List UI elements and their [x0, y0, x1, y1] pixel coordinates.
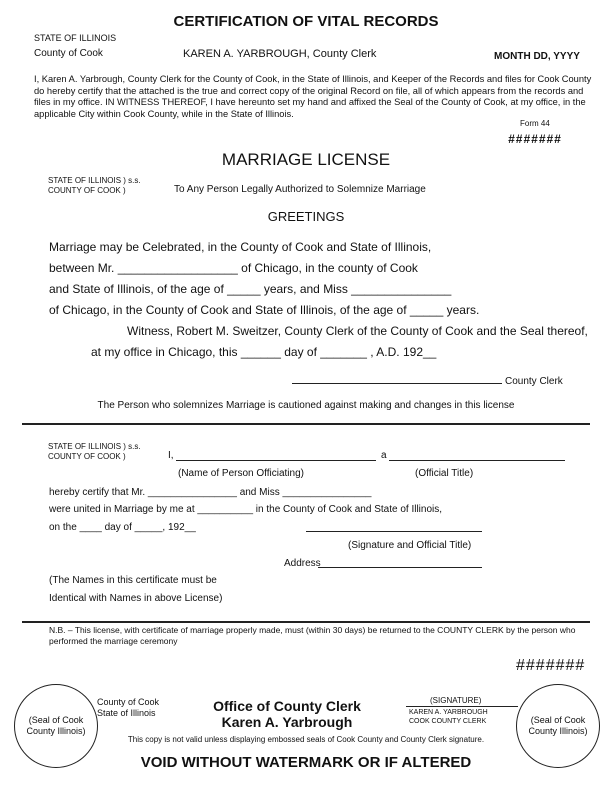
- seal-right-text: (Seal of Cook: [530, 715, 586, 725]
- certification-paragraph: [34, 74, 591, 120]
- license-line: Witness, Robert M. Sweitzer, County Clerk of the County of Cook and the Seal thereof,: [127, 324, 588, 338]
- county-of-cook-label: County of Cook: [97, 697, 160, 707]
- clerk-signature-rule: [406, 706, 518, 707]
- signature-caption: (Signature and Official Title): [348, 540, 472, 551]
- address-line: [318, 567, 482, 568]
- officiant-i-label: I,: [168, 450, 174, 461]
- officiant-caption: (Name of Person Officiating): [178, 468, 304, 479]
- certify-line: hereby certify that Mr. ________________ and Miss ________________: [49, 487, 372, 498]
- license-state-ss: STATE OF ILLINOIS ) s.s.: [48, 176, 141, 185]
- certification-line: I, Karen A. Yarbrough, County Clerk for the County of Cook, in the State of Illinois, and Keeper of the Records and files for Cook County: [34, 74, 592, 84]
- void-notice: VOID WITHOUT WATERMARK OR IF ALTERED: [140, 754, 472, 771]
- form-number: Form 44: [520, 119, 550, 128]
- address-label: Address: [284, 558, 321, 569]
- license-line: at my office in Chicago, this ______ day of _______ , A.D. 192__: [91, 345, 437, 359]
- license-title: MARRIAGE LICENSE: [221, 150, 391, 169]
- license-county-ss: COUNTY OF COOK ): [48, 186, 126, 195]
- seal-left-text: (Seal of Cook: [28, 715, 84, 725]
- document-title: CERTIFICATION OF VITAL RECORDS: [173, 13, 439, 30]
- section-divider: [22, 423, 590, 425]
- nb-note: N.B. – This license, with certificate of marriage properly made, must (within 30 days) be returned to the COUNTY CLERK by the person who: [49, 625, 576, 635]
- certification-line: files in my office. IN WITNESS THEREOF, I have hereunto set my hand and affixed the Seal of the County of Cook, at my office, in the: [34, 97, 586, 107]
- record-number: #######: [508, 132, 562, 146]
- license-line: Marriage may be Celebrated, in the County of Cook and State of Illinois,: [49, 240, 432, 254]
- greetings: GREETINGS: [267, 209, 345, 224]
- certificate-county-ss: COUNTY OF COOK ): [48, 452, 126, 461]
- officiant-a-label: a: [381, 450, 387, 461]
- license-line: between Mr. __________________ of Chicago, in the county of Cook: [49, 261, 418, 275]
- caution-text: The Person who solemnizes Marriage is cautioned against making and changes in this license: [97, 400, 515, 411]
- county-label: County of Cook: [34, 48, 103, 59]
- officiant-name-line: [176, 460, 376, 461]
- certification-line: applicable City within Cook County, while in the State of Illinois.: [34, 108, 294, 119]
- office-name: Karen A. Yarbrough: [221, 714, 353, 730]
- names-note: (The Names in this certificate must be: [49, 575, 217, 586]
- certificate-state-ss: STATE OF ILLINOIS ) s.s.: [48, 442, 141, 451]
- signer-name: KAREN A. YARBROUGH: [409, 709, 488, 716]
- record-number-footer: #######: [516, 657, 586, 674]
- section-divider: [22, 621, 590, 623]
- signer-title: COOK COUNTY CLERK: [409, 718, 487, 725]
- office-title: Office of County Clerk: [213, 698, 361, 714]
- license-addressee: To Any Person Legally Authorized to Solemnize Marriage: [174, 184, 426, 195]
- state-label: STATE OF ILLINOIS: [34, 33, 117, 43]
- clerk-name: KAREN A. YARBROUGH, County Clerk: [183, 48, 377, 60]
- official-title-line: [389, 460, 565, 461]
- issue-date: MONTH DD, YYYY: [494, 51, 580, 62]
- official-title-caption: (Official Title): [415, 468, 474, 479]
- clerk-signature-label: County Clerk: [505, 376, 563, 387]
- license-line: and State of Illinois, of the age of _____ years, and Miss _______________: [49, 282, 452, 296]
- united-line: were united in Marriage by me at __________ in the County of Cook and State of Illinois,: [49, 504, 443, 515]
- seal-notice: This copy is not valid unless displaying embossed seals of Cook County and County Clerk signature.: [127, 735, 485, 744]
- officiant-signature-line: [306, 531, 482, 532]
- clerk-signature-line: [292, 383, 502, 384]
- names-note: Identical with Names in above License): [49, 593, 223, 604]
- signature-label: (SIGNATURE): [430, 696, 482, 705]
- seal-right-text: County Illinois): [528, 726, 588, 736]
- license-line: of Chicago, in the County of Cook and State of Illinois, of the age of _____ years.: [49, 303, 480, 317]
- nb-note: performed the marriage ceremony: [49, 636, 178, 646]
- ceremony-date-line: on the ____ day of _____, 192__: [49, 522, 196, 533]
- certification-line: do hereby certify that the attached is the true and correct copy of the original Record on file, all of which appears from the records and: [34, 85, 584, 96]
- state-of-illinois-label: State of Illinois: [97, 708, 156, 718]
- seal-left-text: County Illinois): [26, 726, 86, 736]
